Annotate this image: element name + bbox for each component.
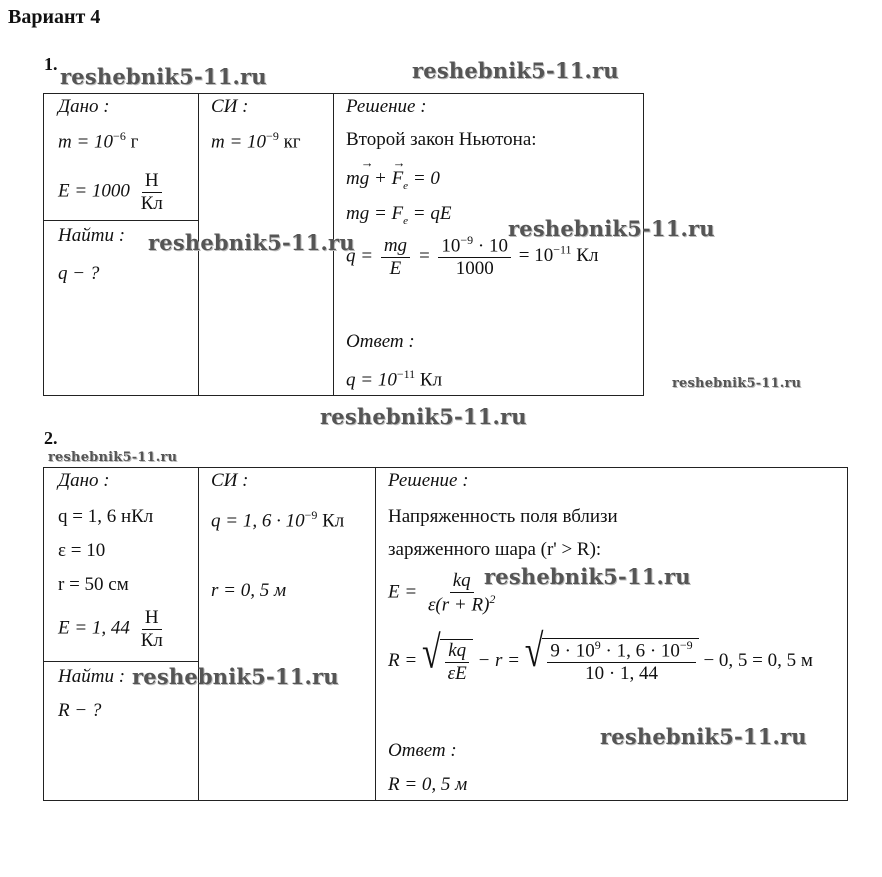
answer: R = 0, 5 м <box>388 774 468 795</box>
exponent: −9 <box>266 129 279 143</box>
given-radius: r = 50 см <box>58 574 129 595</box>
si-mass: m = 10 <box>211 131 267 153</box>
dano-cell: Дано : $m = 10^{-6}$ г E = 1000 $\frac{Н}{Кл}$ <box>44 94 199 221</box>
watermark: reshebnik5-11.ru <box>60 64 267 89</box>
naiti-cell: Найти : R − ? <box>44 662 199 801</box>
dano-cell: Дано : q = 1, 6 нКл ε = 10 r = 50 см E = 1, 44 $\frac{Н}{Кл}$ <box>44 468 199 662</box>
watermark: reshebnik5-11.ru <box>48 450 178 465</box>
equation-field: E = $\frac{kq}{\varepsilon(r + R)^2}$ <box>388 570 496 616</box>
equation-newton: m→ g + → $F_e = 0$ <box>346 168 440 192</box>
answer: $q = 10^{-11}$ Кл <box>346 367 443 391</box>
find-value: R − ? <box>58 700 102 721</box>
watermark: reshebnik5-11.ru <box>412 58 619 83</box>
reshenie-label: Решение <box>388 470 458 491</box>
dano-label: Дано <box>58 470 99 491</box>
watermark: reshebnik5-11.ru <box>132 664 339 689</box>
problem-2-table <box>43 467 848 801</box>
watermark: reshebnik5-11.ru <box>508 216 715 241</box>
unit: кг <box>283 131 301 153</box>
otvet-label: Ответ <box>388 740 446 761</box>
page-title: Вариант 4 <box>8 6 101 28</box>
si-cell: СИ : q = 1, $6 \cdot 10^{-9}$ Кл r = 0, 5 м <box>199 468 376 801</box>
si-label: СИ <box>211 470 238 491</box>
given-field: E = 1, 44 <box>58 617 130 639</box>
given-permittivity: ε = 10 <box>58 540 106 561</box>
unit-fraction: $\frac{Н}{Кл}$ <box>140 607 163 651</box>
given-field: E = 1000 <box>58 180 130 202</box>
watermark: reshebnik5-11.ru <box>672 376 802 391</box>
unit: г <box>130 131 139 153</box>
si-charge: q = 1, 6 · 10 <box>211 510 305 532</box>
equation-forces: mg = $F_e$ = qE <box>346 203 452 227</box>
unit: Кл <box>322 510 345 532</box>
dano-label: Дано <box>58 96 99 117</box>
si-label: СИ <box>211 96 238 117</box>
find-value: q − ? <box>58 263 100 284</box>
problem-1-number: 1. <box>44 54 58 74</box>
watermark: reshebnik5-11.ru <box>148 230 355 255</box>
watermark: reshebnik5-11.ru <box>600 724 807 749</box>
watermark: reshebnik5-11.ru <box>484 564 691 589</box>
exponent: −9 <box>304 508 318 522</box>
naiti-label: Найти <box>58 225 114 246</box>
solution-text: заряженного шара (r' > R): <box>388 539 602 560</box>
naiti-label: Найти <box>58 666 114 687</box>
watermark: reshebnik5-11.ru <box>320 404 527 429</box>
si-cell: СИ : $m = 10^{-9}$ кг <box>199 94 334 396</box>
given-mass: m = 10 <box>58 131 114 153</box>
equation-radius: R = √ $\frac{kq}{\varepsilon E}$ − r = √ $\frac{9 \cdot 10^9 \cdot 1, 6 \cdot 10^{-9}}{10 \cdot 1, 44}$ − 0, 5 = 0, 5 м <box>388 627 813 685</box>
otvet-label: Ответ <box>346 331 404 352</box>
problem-2-number: 2. <box>44 428 58 448</box>
reshenie-label: Решение <box>346 96 416 117</box>
reshenie-cell: Решение : Напряженность поля вблизи заряженного шара (r' > R): E = $\frac{kq}{\varepsilon(r + R)^2}$ R = √ $\frac{kq}{\varepsilon E}$ − r = √ $\frac{9 \cdot 10^9 \cdot 1, 6 \cdot 10^{-9}}{10 \cdot 1, 44}$ − 0, 5 = 0, 5 м Ответ : R = 0, 5 м <box>376 468 848 801</box>
solution-text: Второй закон Ньютона: <box>346 129 537 150</box>
unit-fraction: $\frac{Н}{Кл}$ <box>140 170 163 214</box>
reshenie-cell: Решение : Второй закон Ньютона: m→ g + → $F_e = 0$ mg = $F_e$ = qE q = $\frac{mg}{E}$ = $\frac{10^{-9} \cdot 10}{1000}$ = $10^{-11}$ Кл Ответ : $q = 10^{-11}$ Кл <box>334 94 644 396</box>
solution-text: Напряженность поля вблизи <box>388 506 618 527</box>
exponent: −6 <box>113 129 126 143</box>
naiti-cell: Найти : q − ? <box>44 221 199 396</box>
given-charge: q = 1, 6 нКл <box>58 506 154 527</box>
si-radius: r = 0, 5 м <box>211 580 287 601</box>
equation-charge: q = $\frac{mg}{E}$ = $\frac{10^{-9} \cdot 10}{1000}$ = $10^{-11}$ Кл <box>346 233 599 280</box>
